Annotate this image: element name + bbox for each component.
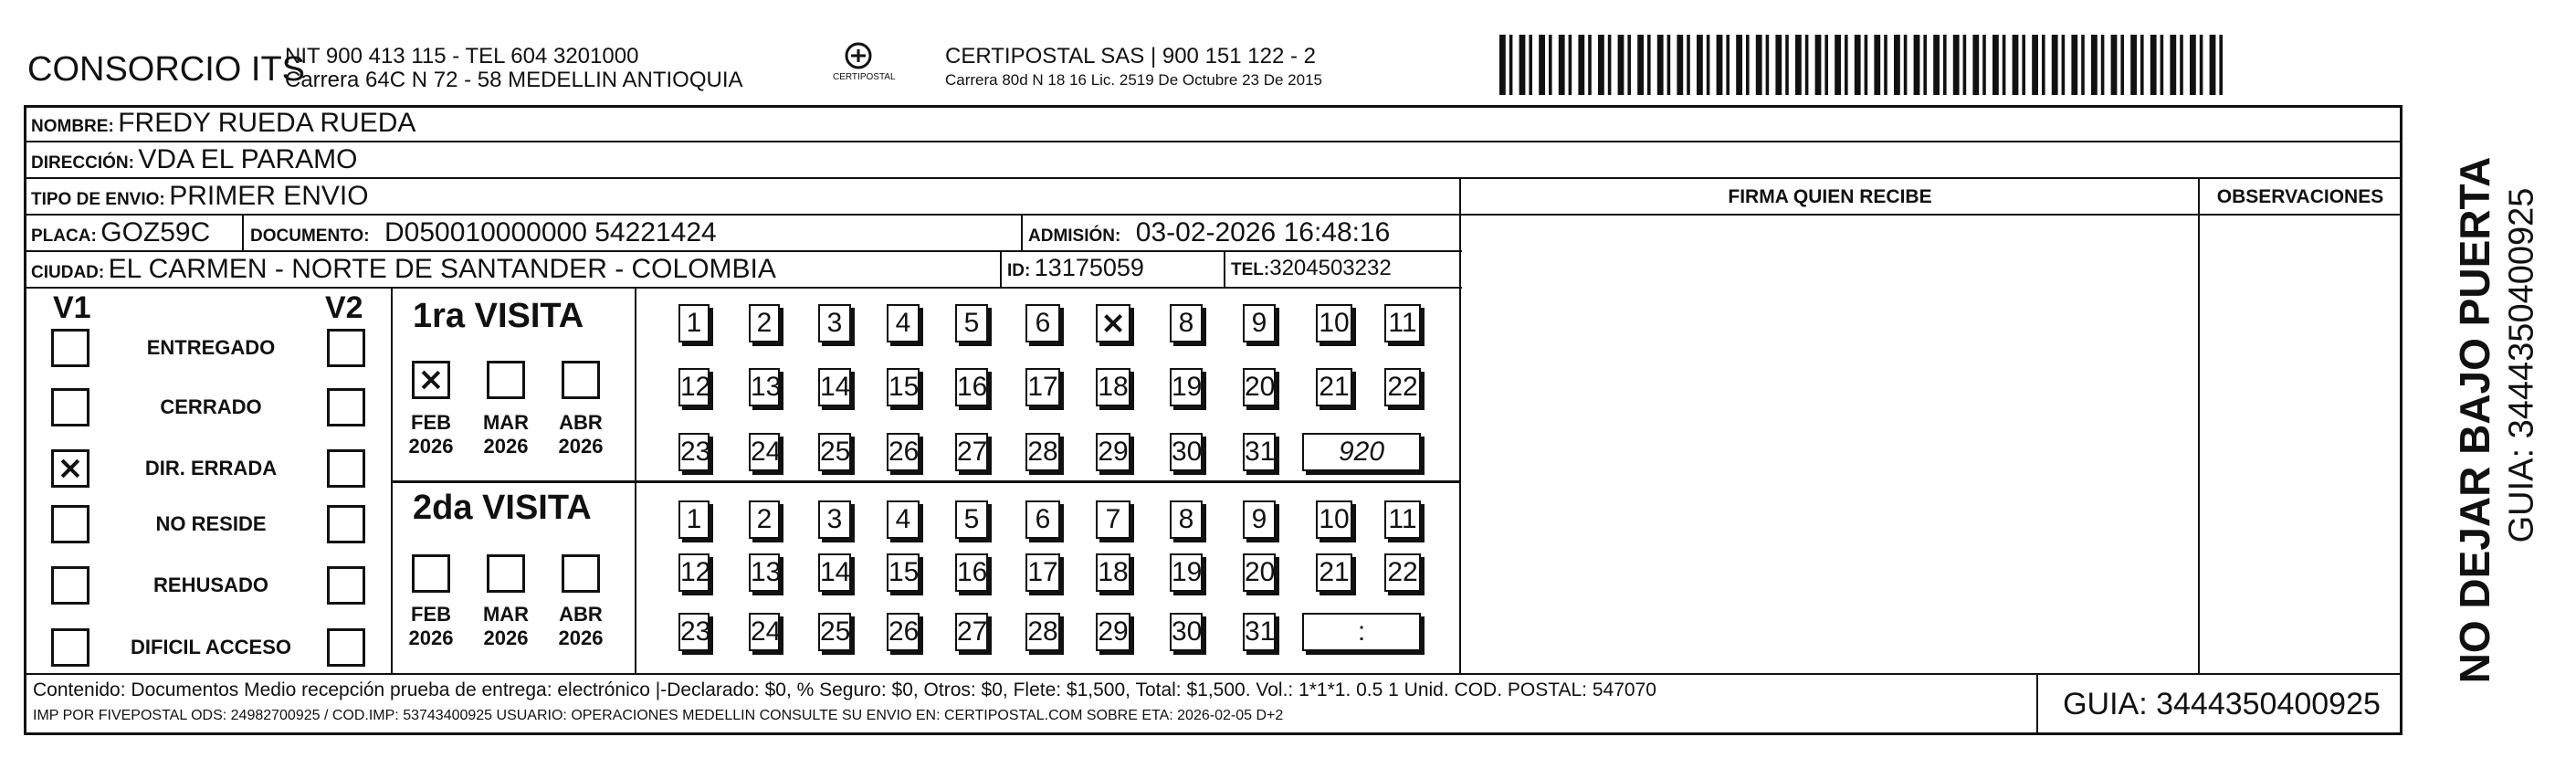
month-year: 2026 bbox=[408, 626, 454, 649]
id-value: 13175059 bbox=[1034, 254, 1144, 281]
first-visit-day-13[interactable]: 13 bbox=[749, 368, 780, 406]
id-label: ID: bbox=[1007, 261, 1031, 280]
reason-label: CERRADO bbox=[160, 395, 262, 418]
barcode-bar bbox=[1627, 35, 1631, 95]
reason-label: NO RESIDE bbox=[155, 512, 267, 535]
firma-header: FIRMA QUIEN RECIBE bbox=[1728, 186, 1932, 207]
first-visit-day-2[interactable]: 2 bbox=[749, 304, 780, 342]
barcode-bar bbox=[2219, 35, 2223, 95]
barcode-bar bbox=[2170, 35, 2176, 95]
barcode-bar bbox=[1499, 35, 1506, 95]
second-visit-day-2[interactable]: 2 bbox=[749, 500, 780, 539]
tipo-envio-label: TIPO DE ENVIO: bbox=[31, 190, 165, 209]
reason-label: DIFICIL ACCESO bbox=[130, 636, 291, 658]
company-name: CONSORCIO ITS bbox=[27, 50, 306, 89]
second-visit-day-13[interactable]: 13 bbox=[749, 553, 780, 592]
v2-label: V2 bbox=[325, 290, 363, 325]
barcode-bar bbox=[2081, 35, 2085, 95]
month-name: FEB bbox=[411, 603, 451, 626]
first-visit-month-label bbox=[549, 411, 613, 458]
first-visit-day-10[interactable]: 10 bbox=[1316, 304, 1352, 342]
direccion-label: DIRECCIÓN: bbox=[31, 153, 134, 173]
barcode-bar bbox=[1953, 35, 1960, 95]
barcode-bar bbox=[1914, 35, 1920, 95]
second-visit-day-25[interactable]: 25 bbox=[818, 613, 851, 651]
second-visit-day-22[interactable]: 22 bbox=[1384, 553, 1421, 592]
second-visit-day-23[interactable]: 23 bbox=[678, 613, 710, 651]
v2-checkbox[interactable] bbox=[327, 566, 365, 605]
reason-label: REHUSADO bbox=[153, 574, 268, 596]
second-visit-time-box[interactable]: : bbox=[1302, 613, 1421, 651]
month-name: ABR bbox=[559, 411, 603, 434]
month-name: ABR bbox=[559, 603, 603, 626]
barcode-bar bbox=[1509, 35, 1513, 95]
barcode-bar bbox=[1756, 35, 1762, 95]
second-visit-day-30[interactable]: 30 bbox=[1170, 613, 1203, 651]
first-visit-day-16[interactable]: 16 bbox=[955, 368, 988, 406]
second-visit-day-5[interactable]: 5 bbox=[955, 500, 988, 539]
reason-label: ENTREGADO bbox=[146, 336, 276, 359]
ciudad-value: EL CARMEN - NORTE DE SANTANDER - COLOMBIA bbox=[108, 254, 776, 284]
barcode-bar bbox=[1894, 35, 1900, 95]
first-visit-day-1[interactable]: 1 bbox=[678, 304, 710, 342]
v1-checkbox[interactable] bbox=[51, 628, 89, 667]
barcode-bar bbox=[2003, 35, 2006, 95]
first-visit-day-14[interactable]: 14 bbox=[818, 368, 851, 406]
month-name: MAR bbox=[482, 411, 530, 434]
barcode bbox=[1498, 35, 2228, 95]
second-visit-day-6[interactable]: 6 bbox=[1025, 500, 1060, 539]
first-visit-day-25[interactable]: 25 bbox=[818, 433, 851, 471]
barcode-bar bbox=[1618, 35, 1624, 95]
second-visit-day-1[interactable]: 1 bbox=[678, 500, 710, 539]
second-visit-month-label bbox=[399, 603, 463, 650]
barcode-bar bbox=[2111, 35, 2118, 95]
documento-field bbox=[250, 217, 717, 248]
first-visit-month-checkbox[interactable] bbox=[412, 361, 450, 399]
barcode-bar bbox=[1963, 35, 1967, 95]
barcode-bar bbox=[1559, 35, 1565, 95]
barcode-bar bbox=[1717, 35, 1723, 95]
month-year: 2026 bbox=[408, 435, 454, 458]
barcode-bar bbox=[2190, 35, 2196, 95]
second-visit-day-20[interactable]: 20 bbox=[1243, 553, 1276, 592]
certipostal-logo-text: CERTIPOSTAL bbox=[833, 72, 896, 82]
reason-label: DIR. ERRADA bbox=[144, 457, 278, 479]
barcode-bar bbox=[2140, 35, 2144, 95]
month-year: 2026 bbox=[483, 435, 529, 458]
barcode-bar bbox=[1884, 35, 1887, 95]
barcode-bar bbox=[2091, 35, 2098, 95]
second-visit-month-checkbox[interactable] bbox=[562, 554, 600, 593]
month-year: 2026 bbox=[483, 626, 529, 649]
first-visit-month-label bbox=[399, 411, 463, 458]
second-visit-day-29[interactable]: 29 bbox=[1096, 613, 1130, 651]
barcode-bar bbox=[2130, 35, 2137, 95]
second-visit-day-12[interactable]: 12 bbox=[678, 553, 710, 592]
barcode-bar bbox=[2042, 35, 2045, 95]
tel-field bbox=[1231, 256, 1392, 281]
barcode-bar bbox=[1824, 35, 1828, 95]
barcode-bar bbox=[2052, 35, 2058, 95]
barcode-bar bbox=[1588, 35, 1592, 95]
first-visit-month-checkbox[interactable] bbox=[562, 361, 600, 399]
first-visit-day-30[interactable]: 30 bbox=[1170, 433, 1203, 471]
direccion-value: VDA EL PARAMO bbox=[138, 144, 358, 174]
second-visit-month-label bbox=[474, 603, 538, 650]
admision-label: ADMISIÓN: bbox=[1028, 226, 1121, 246]
barcode-bar bbox=[1865, 35, 1868, 95]
placa-value: GOZ59C bbox=[100, 217, 211, 247]
first-visit-day-28[interactable]: 28 bbox=[1025, 433, 1060, 471]
barcode-bar bbox=[1736, 35, 1742, 95]
first-visit-day-8[interactable]: 8 bbox=[1170, 304, 1203, 342]
first-visit-day-6[interactable]: 6 bbox=[1025, 304, 1060, 342]
documento-value: D050010000000 54221424 bbox=[384, 217, 717, 247]
barcode-bar bbox=[2062, 35, 2066, 95]
second-visit-day-14[interactable]: 14 bbox=[818, 553, 851, 592]
barcode-bar bbox=[1845, 35, 1848, 95]
barcode-bar bbox=[1923, 35, 1927, 95]
barcode-bar bbox=[1904, 35, 1908, 95]
second-visit-month-label bbox=[549, 603, 613, 650]
barcode-bar bbox=[1746, 35, 1750, 95]
first-visit-day-7[interactable] bbox=[1096, 304, 1130, 342]
barcode-bar bbox=[2161, 35, 2164, 95]
first-visit-day-4[interactable]: 4 bbox=[887, 304, 920, 342]
second-visit-day-9[interactable]: 9 bbox=[1243, 500, 1276, 539]
nombre-value: FREDY RUEDA RUEDA bbox=[118, 108, 416, 138]
month-year: 2026 bbox=[558, 626, 604, 649]
barcode-bar bbox=[1795, 35, 1802, 95]
barcode-bar bbox=[1785, 35, 1789, 95]
ciudad-label: CIUDAD: bbox=[31, 263, 105, 282]
barcode-bar bbox=[2032, 35, 2038, 95]
first-visit-month-checkbox[interactable] bbox=[487, 361, 525, 399]
first-visit-day-24[interactable]: 24 bbox=[749, 433, 780, 471]
second-visit-day-26[interactable]: 26 bbox=[887, 613, 920, 651]
barcode-bar bbox=[1667, 35, 1671, 95]
v1-label: V1 bbox=[53, 290, 91, 325]
month-name: MAR bbox=[482, 603, 530, 626]
first-visit-day-21[interactable]: 21 bbox=[1316, 368, 1352, 406]
v1-checkbox[interactable] bbox=[51, 449, 89, 488]
month-name: FEB bbox=[411, 411, 451, 434]
second-visit-day-8[interactable]: 8 bbox=[1170, 500, 1203, 539]
second-visit-day-28[interactable]: 28 bbox=[1025, 613, 1060, 651]
barcode-bar bbox=[1578, 35, 1584, 95]
first-visit-day-23[interactable]: 23 bbox=[678, 433, 710, 471]
first-visit-day-31[interactable]: 31 bbox=[1243, 433, 1276, 471]
barcode-bar bbox=[1519, 35, 1526, 95]
barcode-bar bbox=[1992, 35, 1999, 95]
second-visit-day-17[interactable]: 17 bbox=[1025, 553, 1060, 592]
observaciones-header: OBSERVACIONES bbox=[2216, 186, 2384, 207]
second-visit-day-3[interactable]: 3 bbox=[818, 500, 851, 539]
barcode-bar bbox=[2200, 35, 2203, 95]
barcode-bar bbox=[2150, 35, 2157, 95]
second-visit-label: 2da VISITA bbox=[413, 489, 592, 527]
imp-line: IMP POR FIVEPOSTAL ODS: 24982700925 / COD.IMP: 53743400925 USUARIO: OPERACIONES MEDELLIN CONSULTE SU ENVIO EN: CERTIPOSTAL.COM SOBRE ETA: 2026-02-05 D+2 bbox=[33, 708, 1284, 723]
second-visit-day-4[interactable]: 4 bbox=[887, 500, 920, 539]
first-visit-time-box[interactable]: 920 bbox=[1302, 433, 1421, 471]
first-visit-day-3[interactable]: 3 bbox=[818, 304, 851, 342]
second-visit-day-19[interactable]: 19 bbox=[1170, 553, 1203, 592]
barcode-bar bbox=[1657, 35, 1664, 95]
v1-checkbox[interactable] bbox=[51, 388, 89, 426]
first-visit-day-15[interactable]: 15 bbox=[887, 368, 920, 406]
first-visit-day-9[interactable]: 9 bbox=[1243, 304, 1276, 342]
barcode-bar bbox=[1805, 35, 1809, 95]
barcode-bar bbox=[1933, 35, 1940, 95]
barcode-bar bbox=[1647, 35, 1651, 95]
barcode-bar bbox=[1697, 35, 1703, 95]
admision-field bbox=[1028, 217, 1390, 248]
tel-label: TEL: bbox=[1231, 260, 1270, 279]
first-visit-month-label bbox=[474, 411, 538, 458]
barcode-bar bbox=[1726, 35, 1730, 95]
second-visit-day-27[interactable]: 27 bbox=[955, 613, 988, 651]
second-visit-day-7[interactable]: 7 bbox=[1096, 500, 1130, 539]
tipo-envio-field bbox=[31, 181, 369, 212]
contenido-line: Contenido: Documentos Medio recepción prueba de entrega: electrónico |-Declarado: $0, % Seguro: $0, Otros: $0, Flete: $1,500, Total: $1,500. Vol.: 1*1*1. 0.5 1 Unid. COD. POSTAL: 547070 bbox=[33, 679, 1656, 700]
first-visit-day-17[interactable]: 17 bbox=[1025, 368, 1060, 406]
certipostal-logo bbox=[833, 40, 896, 82]
company-address: Carrera 64C N 72 - 58 MEDELLIN ANTIOQUIA bbox=[285, 68, 743, 92]
barcode-bar bbox=[1687, 35, 1690, 95]
barcode-bar bbox=[2120, 35, 2124, 95]
second-visit-day-24[interactable]: 24 bbox=[749, 613, 780, 651]
id-field bbox=[1007, 254, 1144, 282]
barcode-bar bbox=[1855, 35, 1861, 95]
barcode-bar bbox=[1539, 35, 1545, 95]
barcode-bar bbox=[1707, 35, 1710, 95]
barcode-bar bbox=[2180, 35, 2183, 95]
second-visit-month-checkbox[interactable] bbox=[412, 554, 450, 593]
v1-checkbox[interactable] bbox=[51, 566, 89, 605]
company-nit: NIT 900 413 115 - TEL 604 3201000 bbox=[285, 44, 639, 68]
first-visit-day-11[interactable]: 11 bbox=[1384, 304, 1421, 342]
barcode-bar bbox=[1815, 35, 1822, 95]
barcode-bar bbox=[2210, 35, 2216, 95]
second-visit-month-checkbox[interactable] bbox=[487, 554, 525, 593]
admision-value: 03-02-2026 16:48:16 bbox=[1135, 217, 1391, 247]
barcode-bar bbox=[1569, 35, 1572, 95]
barcode-bar bbox=[1677, 35, 1683, 95]
barcode-bar bbox=[2071, 35, 2077, 95]
tipo-envio-value: PRIMER ENVIO bbox=[169, 181, 369, 211]
first-visit-day-20[interactable]: 20 bbox=[1243, 368, 1276, 406]
barcode-bar bbox=[1766, 35, 1770, 95]
ciudad-field bbox=[31, 254, 776, 285]
v1-checkbox[interactable] bbox=[51, 505, 89, 543]
second-visit-day-21[interactable]: 21 bbox=[1316, 553, 1352, 592]
tel-value: 3204503232 bbox=[1269, 256, 1392, 280]
v1-checkbox[interactable] bbox=[51, 329, 89, 367]
first-visit-day-22[interactable]: 22 bbox=[1384, 368, 1421, 406]
barcode-bar bbox=[2013, 35, 2019, 95]
second-visit-day-16[interactable]: 16 bbox=[955, 553, 988, 592]
certipostal-info: CERTIPOSTAL SAS | 900 151 122 - 2 bbox=[945, 44, 1316, 68]
first-visit-day-5[interactable]: 5 bbox=[955, 304, 988, 342]
barcode-bar bbox=[1529, 35, 1532, 95]
barcode-bar bbox=[1598, 35, 1604, 95]
first-visit-label: 1ra VISITA bbox=[413, 297, 584, 335]
barcode-bar bbox=[1775, 35, 1782, 95]
barcode-bar bbox=[2101, 35, 2105, 95]
barcode-bar bbox=[1549, 35, 1552, 95]
first-visit-day-27[interactable]: 27 bbox=[955, 433, 988, 471]
v2-checkbox[interactable] bbox=[327, 628, 365, 667]
second-visit-day-10[interactable]: 10 bbox=[1316, 500, 1352, 539]
v2-checkbox[interactable] bbox=[327, 388, 365, 426]
barcode-bar bbox=[1972, 35, 1979, 95]
second-visit-day-18[interactable]: 18 bbox=[1096, 553, 1130, 592]
footer-guia: GUIA: 3444350400925 bbox=[2063, 687, 2381, 721]
second-visit-day-15[interactable]: 15 bbox=[887, 553, 920, 592]
barcode-bar bbox=[1835, 35, 1841, 95]
barcode-bar bbox=[1637, 35, 1644, 95]
certipostal-logo-icon bbox=[840, 40, 877, 71]
barcode-bar bbox=[1982, 35, 1986, 95]
side-guia: GUIA: 3444350400925 bbox=[2502, 187, 2541, 543]
placa-label: PLACA: bbox=[31, 226, 97, 246]
first-visit-day-29[interactable]: 29 bbox=[1096, 433, 1130, 471]
certipostal-address: Carrera 80d N 18 16 Lic. 2519 De Octubre 23 De 2015 bbox=[945, 71, 1322, 89]
first-visit-day-19[interactable]: 19 bbox=[1170, 368, 1203, 406]
nombre-field bbox=[31, 108, 415, 139]
first-visit-day-18[interactable]: 18 bbox=[1096, 368, 1130, 406]
v2-checkbox[interactable] bbox=[327, 449, 365, 488]
v2-checkbox[interactable] bbox=[327, 505, 365, 543]
barcode-bar bbox=[1874, 35, 1880, 95]
side-warning: NO DEJAR BAJO PUERTA bbox=[2451, 156, 2498, 684]
month-year: 2026 bbox=[558, 435, 604, 458]
direccion-field bbox=[31, 144, 357, 175]
v2-checkbox[interactable] bbox=[327, 329, 365, 367]
barcode-bar bbox=[1943, 35, 1947, 95]
documento-label: DOCUMENTO: bbox=[250, 226, 370, 246]
first-visit-day-12[interactable]: 12 bbox=[678, 368, 710, 406]
second-visit-day-31[interactable]: 31 bbox=[1243, 613, 1276, 651]
barcode-bar bbox=[1608, 35, 1612, 95]
barcode-bar bbox=[2022, 35, 2025, 95]
placa-field bbox=[31, 217, 210, 248]
first-visit-day-26[interactable]: 26 bbox=[887, 433, 920, 471]
nombre-label: NOMBRE: bbox=[31, 117, 114, 136]
second-visit-day-11[interactable]: 11 bbox=[1384, 500, 1421, 539]
